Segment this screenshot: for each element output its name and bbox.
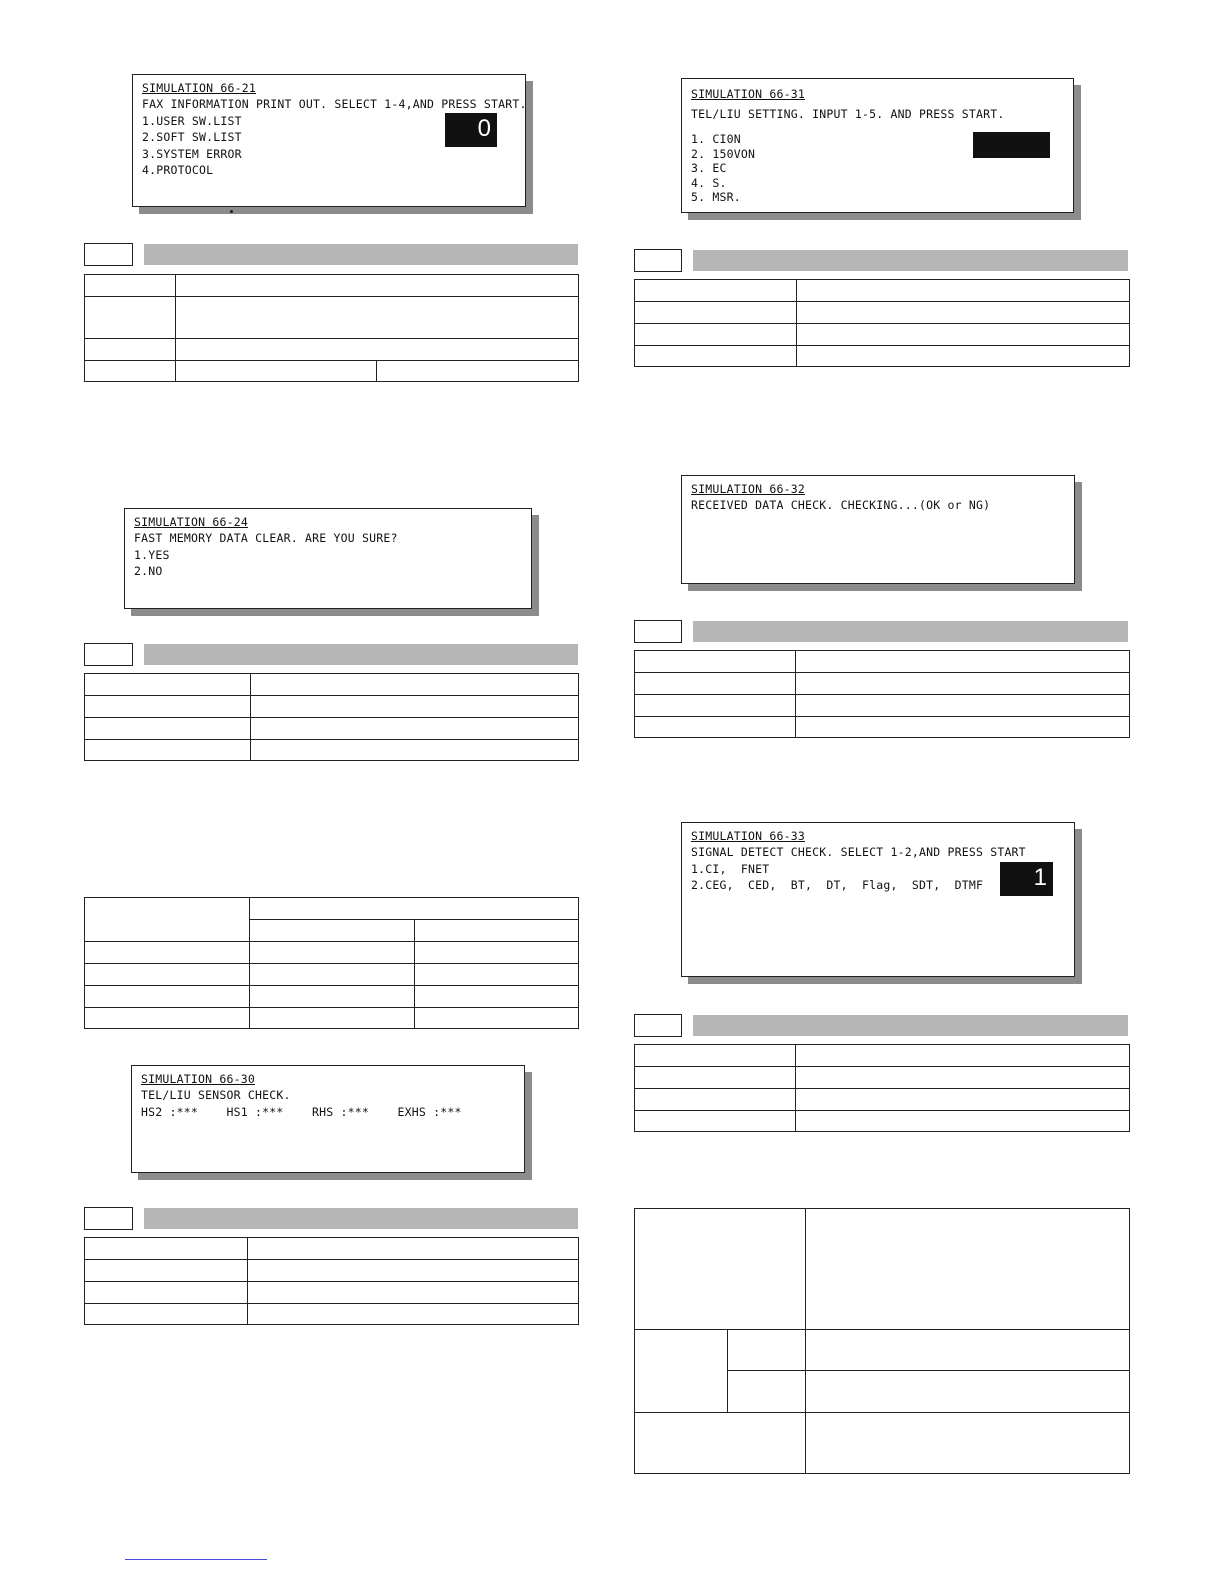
input-value-box: 1: [1000, 862, 1053, 896]
table-row: [85, 1008, 579, 1029]
menu-option: 4. S.: [691, 175, 727, 190]
table-row: [85, 696, 579, 718]
table-signal-details: [634, 1208, 1130, 1474]
menu-option: 1.CI, FNET: [691, 861, 770, 876]
sensor-readout: HS2 :*** HS1 :*** RHS :*** EXHS :***: [141, 1104, 462, 1119]
table-row: [635, 651, 1130, 673]
menu-option: 2.SOFT SW.LIST: [142, 130, 242, 145]
table-row: [85, 297, 579, 339]
table-row: [85, 964, 579, 986]
screen-title: SIMULATION 66-32: [691, 482, 805, 496]
table-row: [635, 280, 1130, 302]
table-66-24: [84, 673, 579, 761]
sim-66-32-screen: [681, 475, 1075, 584]
table-66-33: [634, 1044, 1130, 1132]
table-row: [85, 275, 579, 297]
table-row: [635, 695, 1130, 717]
screen-line: SIGNAL DETECT CHECK. SELECT 1-2,AND PRESS START: [691, 845, 1026, 860]
section-label-box: [84, 1207, 133, 1230]
screen-line: FAX INFORMATION PRINT OUT. SELECT 1-4,AND PRESS START.: [142, 97, 527, 112]
table-row: [635, 302, 1130, 324]
screen-title: SIMULATION 66-33: [691, 829, 805, 843]
section-label-box: [634, 620, 682, 643]
menu-option: 1.YES: [134, 547, 170, 562]
screen-line: TEL/LIU SENSOR CHECK.: [141, 1088, 291, 1103]
screen-line: FAST MEMORY DATA CLEAR. ARE YOU SURE?: [134, 531, 398, 546]
menu-option: 3. EC: [691, 161, 727, 176]
menu-option: 4.PROTOCOL: [142, 162, 214, 177]
dot-mark: [230, 210, 233, 213]
screen-title: SIMULATION 66-30: [141, 1072, 255, 1086]
section-label-box: [634, 1014, 682, 1037]
sim-66-24-screen: [124, 508, 532, 609]
sim-66-30-screen: [131, 1065, 525, 1173]
section-label-box: [634, 249, 682, 272]
table-row: [85, 740, 579, 761]
section-label-box: [84, 243, 133, 266]
footer-link-underline: [125, 1559, 267, 1560]
table-row: [85, 1304, 579, 1325]
section-header-bar: [693, 250, 1128, 271]
table-row: [635, 717, 1130, 738]
screen-line: TEL/LIU SETTING. INPUT 1-5. AND PRESS START.: [691, 107, 1005, 121]
table-row: [635, 1089, 1130, 1111]
table-row: [635, 1067, 1130, 1089]
table-66-32: [634, 650, 1130, 738]
screen-title: SIMULATION 66-21: [142, 81, 256, 95]
table-row: [85, 986, 579, 1008]
screen-title: SIMULATION 66-24: [134, 515, 248, 529]
section-header-bar: [693, 1015, 1128, 1036]
table-row: [85, 1260, 579, 1282]
section-header-bar: [144, 644, 578, 665]
table-row: [85, 942, 579, 964]
table-row: [635, 1330, 1130, 1371]
table-66-30: [84, 1237, 579, 1325]
table-row: [85, 898, 579, 920]
screen-title: SIMULATION 66-31: [691, 87, 805, 101]
table-row: [635, 1111, 1130, 1132]
table-66-31: [634, 279, 1130, 367]
table-row: [635, 1413, 1130, 1474]
section-label-box: [84, 643, 133, 666]
table-66-21: [84, 274, 579, 382]
menu-option: 3.SYSTEM ERROR: [142, 146, 242, 161]
section-header-bar: [693, 621, 1128, 642]
table-row: [85, 718, 579, 740]
section-header-bar: [144, 1208, 578, 1229]
screen-line: RECEIVED DATA CHECK. CHECKING...(OK or NG): [691, 498, 991, 513]
table-row: [85, 1238, 579, 1260]
table-row: [635, 1045, 1130, 1067]
table-row: [85, 674, 579, 696]
menu-option: 2.NO: [134, 564, 163, 579]
table-row: [635, 324, 1130, 346]
menu-option: 1.USER SW.LIST: [142, 113, 242, 128]
menu-option: 2. 150VON: [691, 146, 756, 161]
input-value-box: 0: [445, 113, 497, 147]
section-header-bar: [144, 244, 578, 265]
input-value-box: [973, 132, 1050, 158]
menu-option: 2.CEG, CED, BT, DT, Flag, SDT, DTMF: [691, 878, 984, 893]
table-row: [85, 361, 579, 382]
screen-line: [691, 124, 1064, 132]
menu-option: 5. MSR.: [691, 190, 741, 205]
menu-option: 1. CI0N: [691, 132, 741, 146]
table-row: [85, 1282, 579, 1304]
table-row: [635, 673, 1130, 695]
table-row: [85, 339, 579, 361]
table-row: [635, 346, 1130, 367]
table-row: [635, 1209, 1130, 1330]
table-three-column: [84, 897, 579, 1029]
sim-66-33-screen: [681, 822, 1075, 977]
